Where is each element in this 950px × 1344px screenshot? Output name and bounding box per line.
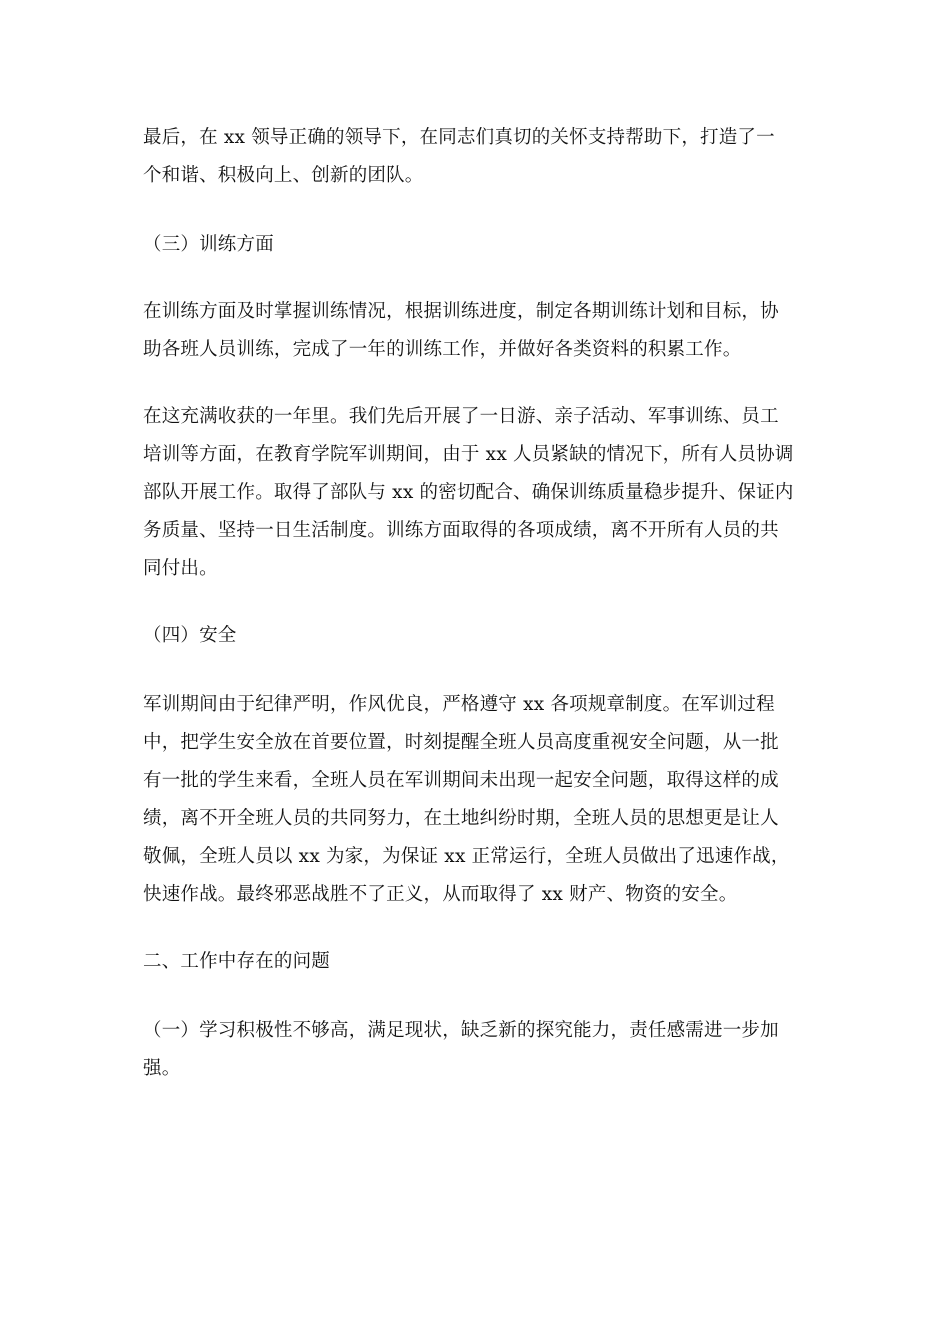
section-heading-training: （三）训练方面 [143, 234, 274, 255]
paragraph-line: 中，把学生安全放在首要位置，时刻提醒全班人员高度重视安全问题，从一批 [143, 732, 779, 753]
paragraph-line: （一）学习积极性不够高，满足现状，缺乏新的探究能力，责任感需进一步加 [143, 1020, 779, 1041]
paragraph-line: 最后，在 xx 领导正确的领导下，在同志们真切的关怀支持帮助下，打造了一 [143, 127, 775, 148]
paragraph-line: 有一批的学生来看，全班人员在军训期间未出现一起安全问题，取得这样的成 [143, 770, 779, 791]
section-heading-problems: 二、工作中存在的问题 [143, 951, 331, 972]
paragraph-line: 个和谐、积极向上、创新的团队。 [143, 165, 424, 186]
paragraph-line: 培训等方面，在教育学院军训期间，由于 xx 人员紧缺的情况下，所有人员协调 [143, 444, 794, 465]
paragraph-line: 部队开展工作。取得了部队与 xx 的密切配合、确保训练质量稳步提升、保证内 [143, 482, 794, 503]
section-heading-safety: （四）安全 [143, 625, 237, 646]
paragraph-line: 绩，离不开全班人员的共同努力，在土地纠纷时期，全班人员的思想更是让人 [143, 808, 779, 829]
paragraph-line: 敬佩，全班人员以 xx 为家，为保证 xx 正常运行，全班人员做出了迅速作战， [143, 846, 790, 867]
paragraph-line: 军训期间由于纪律严明，作风优良，严格遵守 xx 各项规章制度。在军训过程 [143, 694, 775, 715]
paragraph-line: 务质量、坚持一日生活制度。训练方面取得的各项成绩，离不开所有人员的共 [143, 520, 779, 541]
paragraph-line: 助各班人员训练，完成了一年的训练工作，并做好各类资料的积累工作。 [143, 339, 742, 360]
paragraph-line: 在训练方面及时掌握训练情况，根据训练进度，制定各期训练计划和目标，协 [143, 301, 779, 322]
paragraph-line: 快速作战。最终邪恶战胜不了正义，从而取得了 xx 财产、物资的安全。 [143, 884, 738, 905]
paragraph-line: 强。 [143, 1058, 181, 1079]
paragraph-line: 同付出。 [143, 558, 218, 579]
paragraph-line: 在这充满收获的一年里。我们先后开展了一日游、亲子活动、军事训练、员工 [143, 406, 779, 427]
